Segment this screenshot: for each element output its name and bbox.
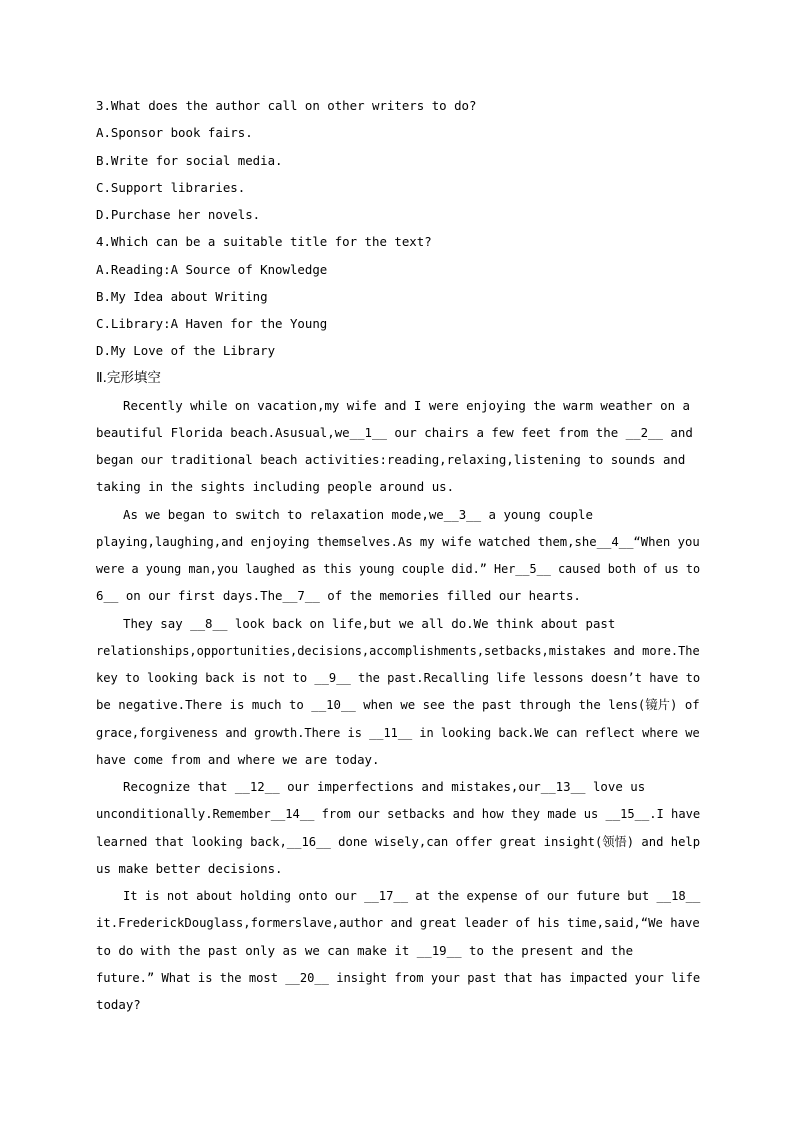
question-3-option-a: A.Sponsor book fairs. <box>96 125 253 140</box>
cloze-line: unconditionally.Remember__14__ from our setbacks and how they made us __15__.I have <box>96 806 701 821</box>
cloze-line: Recognize that __12__ our imperfections and mistakes,our__13__ love us <box>123 779 646 794</box>
question-4-option-c: C.Library:A Haven for the Young <box>96 316 328 331</box>
cloze-line: it.FrederickDouglass,formerslave,author and great leader of his time,said,“We have <box>96 915 700 930</box>
cloze-line: learned that looking back,__16__ done wisely,can offer great insight(领悟) and help <box>96 834 701 849</box>
cloze-line: It is not about holding onto our __17__ at the expense of our future but __18__ <box>123 888 701 903</box>
cloze-line: be negative.There is much to __10__ when we see the past through the lens(镜片) of <box>96 697 700 712</box>
cloze-line: Recently while on vacation,my wife and I were enjoying the warm weather on a <box>123 398 690 413</box>
question-3-option-c: C.Support libraries. <box>96 180 246 195</box>
cloze-line: relationships,opportunities,decisions,accomplishments,setbacks,mistakes and more.The <box>96 643 700 658</box>
cloze-line: began our traditional beach activities:reading,relaxing,listening to sounds and <box>96 452 686 467</box>
question-4-stem: 4.Which can be a suitable title for the text? <box>96 234 432 249</box>
question-4-option-d: D.My Love of the Library <box>96 343 276 358</box>
cloze-line: key to looking back is not to __9__ the past.Recalling life lessons doesn’t have to <box>96 670 701 685</box>
cloze-line: They say __8__ look back on life,but we all do.We think about past <box>123 616 616 631</box>
cloze-line: to do with the past only as we can make it __19__ to the present and the <box>96 943 634 958</box>
cloze-line: future.” What is the most __20__ insight from your past that has impacted your life <box>96 970 701 985</box>
cloze-line: 6__ on our first days.The__7__ of the memories filled our hearts. <box>96 588 581 603</box>
question-3-stem: 3.What does the author call on other writers to do? <box>96 98 477 113</box>
cloze-line: were a young man,you laughed as this young couple did.” Her__5__ caused both of us to <box>96 561 701 576</box>
cloze-line: today? <box>96 997 141 1012</box>
cloze-line: grace,forgiveness and growth.There is __11__ in looking back.We can reflect where we <box>96 725 700 740</box>
cloze-line: have come from and where we are today. <box>96 752 380 767</box>
section-heading-cloze: Ⅱ.完形填空 <box>96 370 161 386</box>
cloze-line: us make better decisions. <box>96 861 283 876</box>
question-4-option-a: A.Reading:A Source of Knowledge <box>96 262 328 277</box>
question-4-option-b: B.My Idea about Writing <box>96 289 268 304</box>
cloze-line: taking in the sights including people around us. <box>96 479 455 494</box>
cloze-line: beautiful Florida beach.Asusual,we__1__ our chairs a few feet from the __2__ and <box>96 425 693 440</box>
cloze-line: As we began to switch to relaxation mode,we__3__ a young couple <box>123 507 593 522</box>
cloze-line: playing,laughing,and enjoying themselves.As my wife watched them,she__4__“When you <box>96 534 700 549</box>
question-3-option-d: D.Purchase her novels. <box>96 207 261 222</box>
question-3-option-b: B.Write for social media. <box>96 153 283 168</box>
